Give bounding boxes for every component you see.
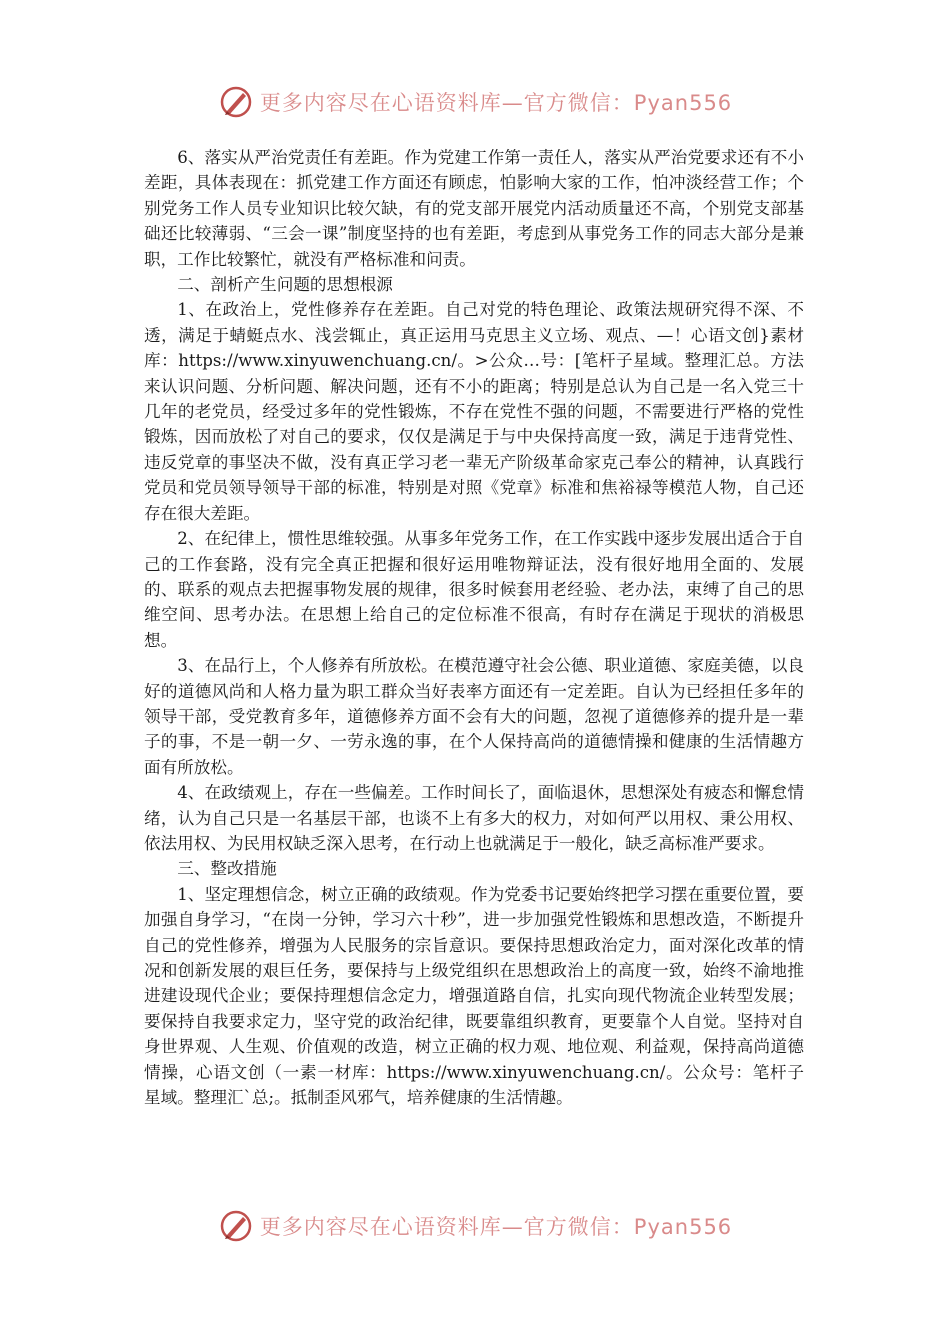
pen-logo-icon	[218, 1208, 254, 1244]
paragraph-political: 1、在政治上，党性修养存在差距。自己对党的特色理论、政策法规研究得不深、不透，满足于蜻蜓点水、浅尝辄止，真正运用马克思主义立场、观点、—！心语文创}素材库：https://www.xinyuwenchuang.cn/。>公众…号：[笔杆子星域。整理汇总。方法来认识问题、分析问题、解决问题，还有不小的距离；特别是总认为自己是一名入党三十几年的老党员，经受过多年的党性锻炼，不存在党性不强的问题，不需要进行严格的党性锻炼，因而放松了对自己的要求，仅仅是满足于与中央保持高度一致，满足于违背党性、违反党章的事坚决不做，没有真正学习老一辈无产阶级革命家克己奉公的精神，认真践行党员和党员领导领导干部的标准，特别是对照《党章》标准和焦裕禄等模范人物，自己还存在很大差距。	[144, 300, 804, 523]
section-heading-rectification: 三、整改措施	[177, 859, 277, 879]
banner-text: 更多内容尽在心语资料库—官方微信：Pyan556	[259, 1215, 733, 1239]
document-body	[144, 145, 804, 1110]
paragraph-conduct: 3、在品行上，个人修养有所放松。在模范遵守社会公德、职业道德、家庭美德，以良好的道德风尚和人格力量为职工群众当好表率方面还有一定差距。自认为已经担任多年的领导干部，受党教育多年，道德修养方面不会有大的问题，忽视了道德修养的提升是一辈子的事，不是一朝一夕、一劳永逸的事，在个人保持高尚的道德情操和健康的生活情趣方面有所放松。	[144, 656, 804, 777]
paragraph-responsibility-gap: 6、落实从严治党责任有差距。作为党建工作第一责任人，落实从严治党要求还有不小差距，具体表现在：抓党建工作方面还有顾虑，怕影响大家的工作，怕冲淡经营工作；个别党务工作人员专业知识比较欠缺，有的党支部开展党内活动质量还不高，个别党支部基础还比较薄弱、“三会一课”制度坚持的也有差距，考虑到从事党务工作的同志大部分是兼职，工作比较繁忙，就没有严格标准和问责。	[144, 148, 804, 269]
header-banner	[0, 84, 950, 120]
banner-text: 更多内容尽在心语资料库—官方微信：Pyan556	[259, 91, 733, 115]
paragraph-performance-view: 4、在政绩观上，存在一些偏差。工作时间长了，面临退休，思想深处有疲态和懈怠情绪，认为自己只是一名基层干部，也谈不上有多大的权力，对如何严以用权、秉公用权、依法用权、为民用权缺乏深入思考，在行动上也就满足于一般化，缺乏高标准严要求。	[144, 783, 804, 853]
section-heading-root-causes: 二、剖析产生问题的思想根源	[177, 275, 393, 295]
paragraph-discipline: 2、在纪律上，惯性思维较强。从事多年党务工作，在工作实践中逐步发展出适合于自己的工作套路，没有完全真正把握和很好运用唯物辩证法，没有很好地用全面的、发展的、联系的观点去把握事物发展的规律，很多时候套用老经验、老办法，束缚了自己的思维空间、思考办法。在思想上给自己的定位标准不很高，有时存在满足于现状的消极思想。	[144, 529, 804, 650]
pen-logo-icon	[218, 84, 254, 120]
paragraph-ideals: 1、坚定理想信念，树立正确的政绩观。作为党委书记要始终把学习摆在重要位置，要加强自身学习，“在岗一分钟，学习六十秒”，进一步加强党性锻炼和思想改造，不断提升自己的党性修养，增强为人民服务的宗旨意识。要保持思想政治定力，面对深化改革的情况和创新发展的艰巨任务，要保持与上级党组织在思想政治上的高度一致，始终不渝地推进建设现代企业；要保持理想信念定力，增强道路自信，扎实向现代物流企业转型发展；要保持自我要求定力，坚守党的政治纪律，既要靠组织教育，更要靠个人自觉。坚持对自身世界观、人生观、价值观的改造，树立正确的权力观、地位观、利益观，保持高尚道德情操，心语文创（一素一材库：https://www.xinyuwenchuang.cn/。公众号：笔杆子星域。整理汇`总;。抵制歪风邪气，培养健康的生活情趣。	[144, 884, 804, 1108]
footer-banner	[0, 1208, 950, 1244]
